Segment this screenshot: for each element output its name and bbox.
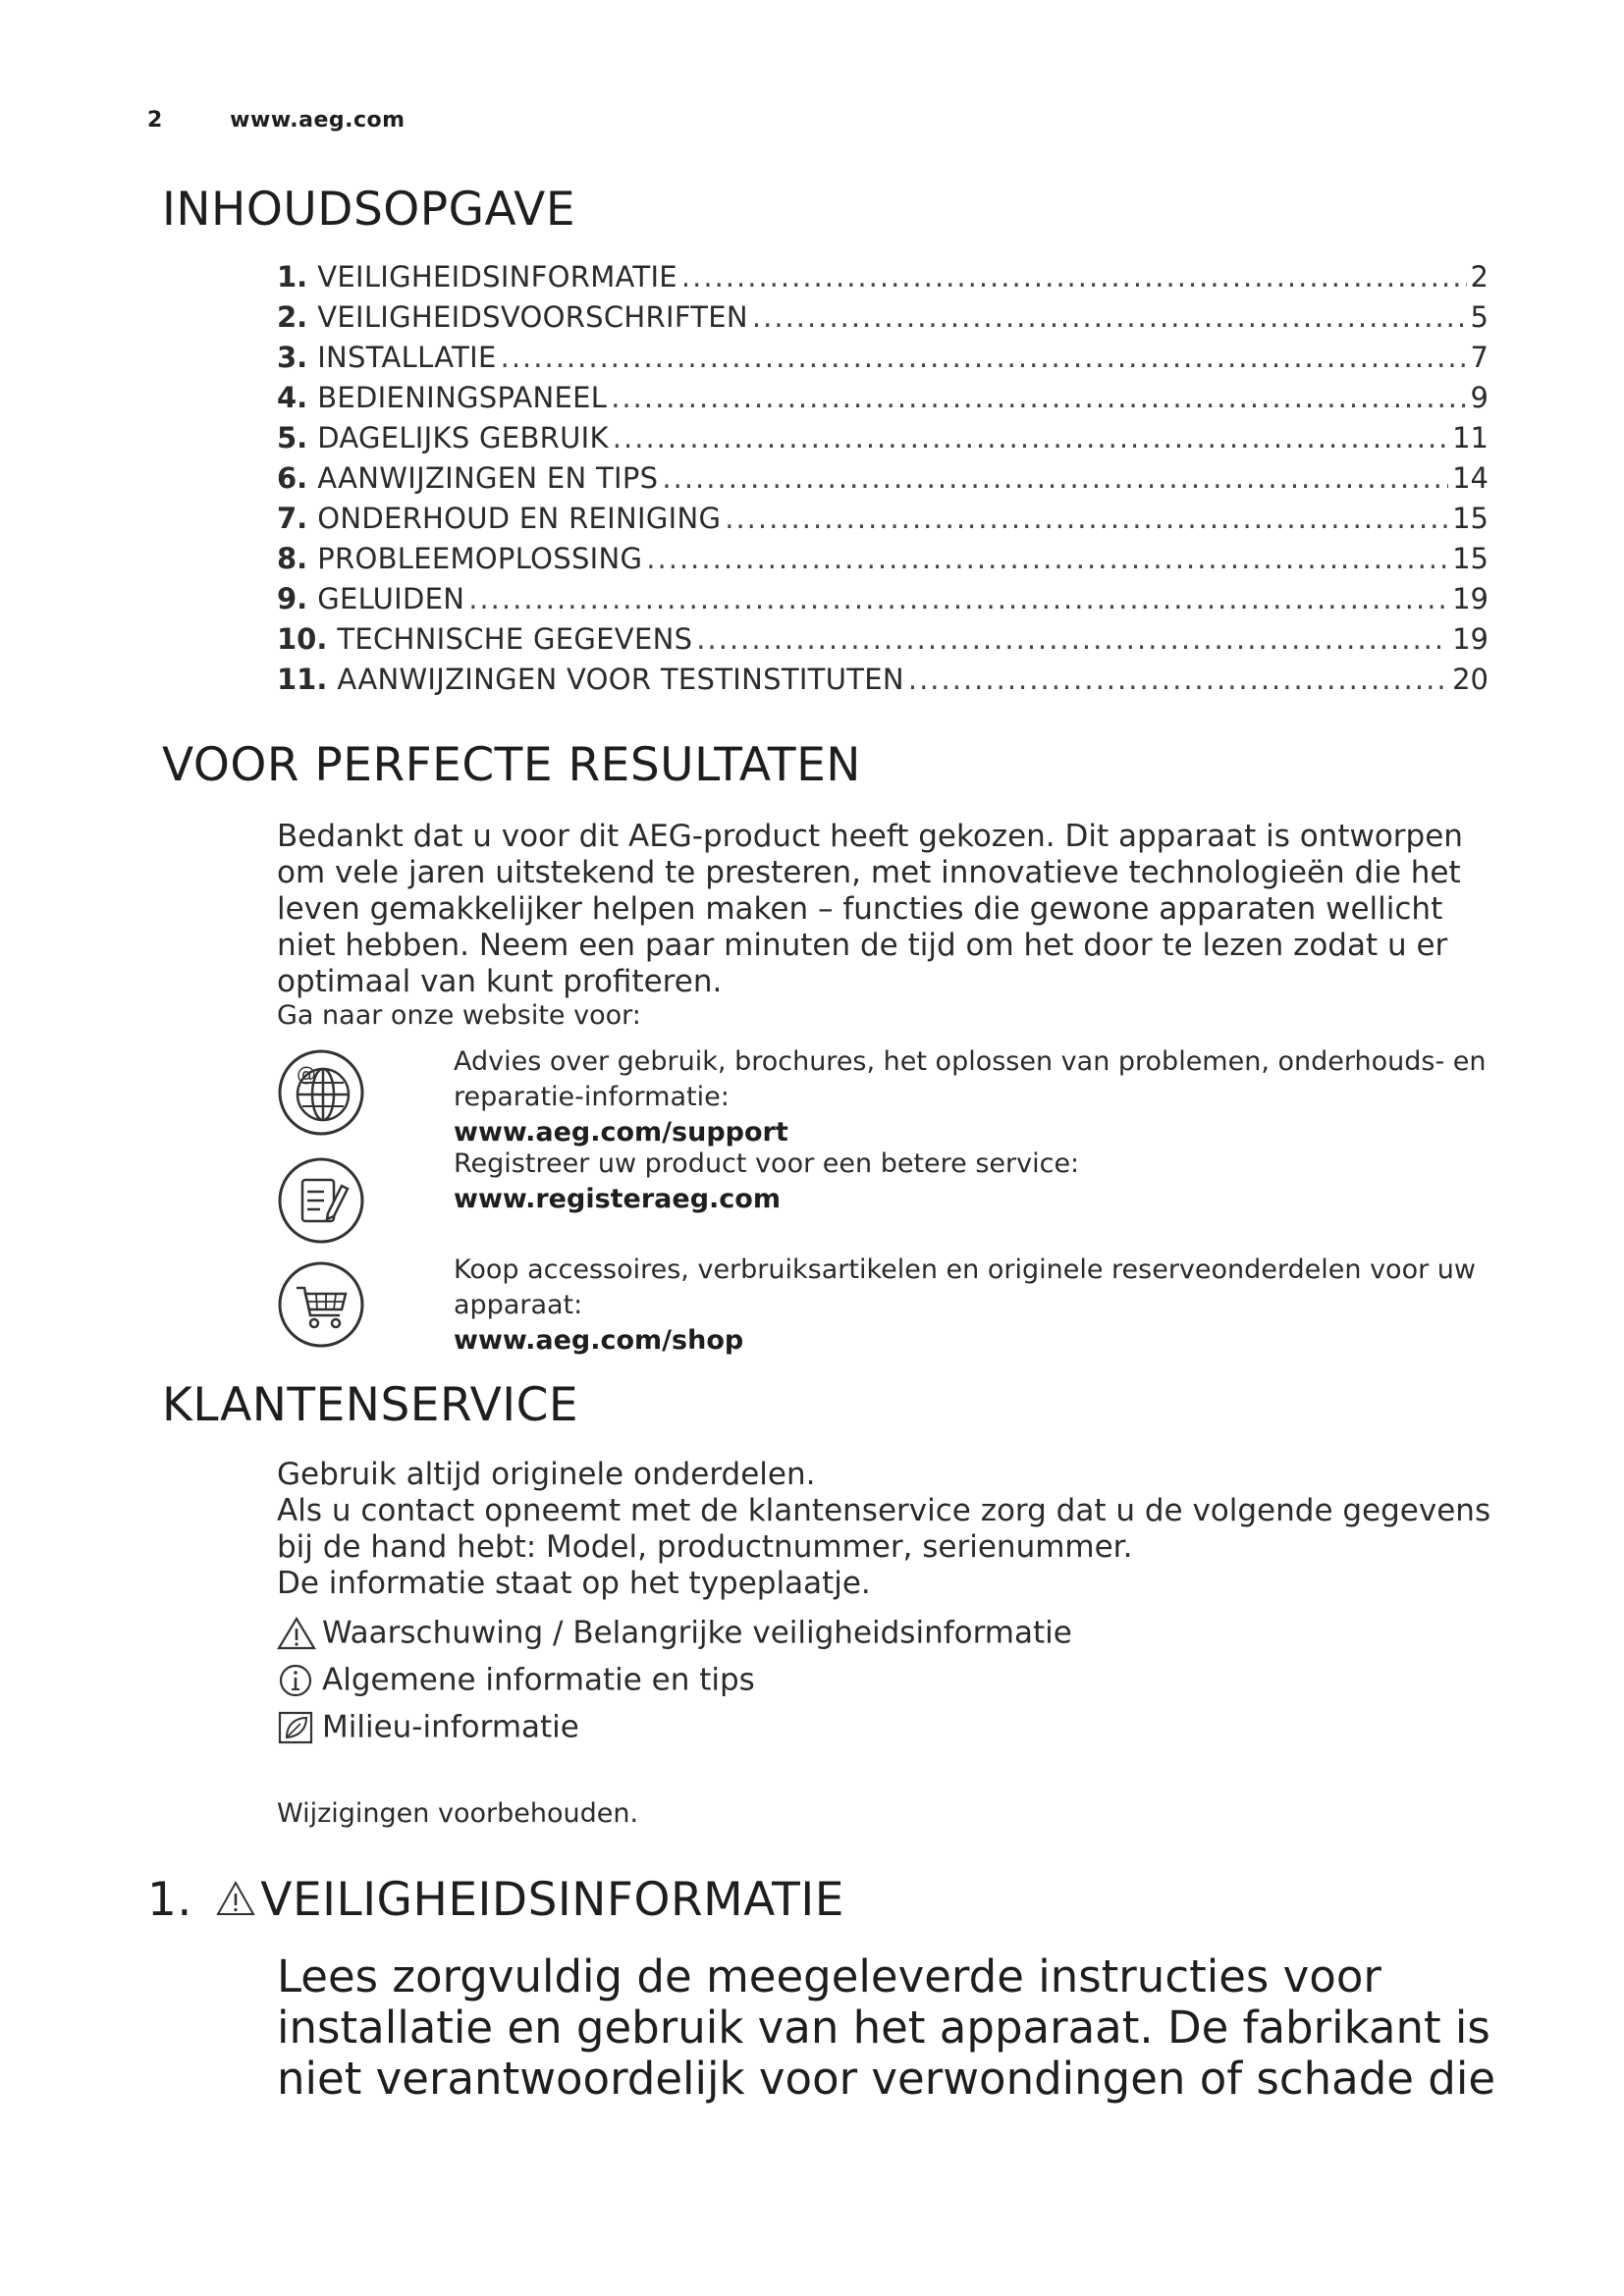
support-text-block <box>454 1044 1494 1150</box>
toc-leader <box>662 458 1448 499</box>
legend-warning <box>277 1614 1259 1651</box>
toc-entry-title: VEILIGHEIDSVOORSCHRIFTEN <box>317 300 748 334</box>
legend-warning-label: Waarschuwing / Belangrijke veiligheidsinformatie <box>322 1615 1072 1651</box>
section-1-heading <box>147 1873 844 1927</box>
legend-environment <box>277 1708 1259 1745</box>
toc-entry-title: DAGELIJKS GEBRUIK <box>317 421 609 454</box>
toc-entry-number: 4. <box>277 381 308 414</box>
toc-leader <box>725 499 1448 539</box>
toc-entry-title: TECHNISCHE GEGEVENS <box>337 622 693 656</box>
globe-icon <box>277 1048 365 1137</box>
support-link[interactable]: www.aeg.com/support <box>454 1117 788 1148</box>
toc-entry[interactable] <box>277 297 1489 338</box>
service-line-3: De informatie staat op het typeplaatje. <box>277 1566 871 1601</box>
toc-leader <box>752 297 1467 338</box>
toc-leader <box>646 539 1448 579</box>
toc-entry-title: GELUIDEN <box>317 582 465 615</box>
toc-entry-number: 5. <box>277 421 308 454</box>
page-number: 2 <box>147 108 163 133</box>
register-text-block <box>454 1147 1494 1217</box>
section-1-text: Lees zorgvuldig de meegeleverde instructies voor installatie en gebruik van het apparaat. De fabrikant is niet verantwoordelijk voor verwondingen of schade die <box>277 1950 1496 2105</box>
toc-entry-number: 6. <box>277 461 308 495</box>
toc-leader <box>696 619 1448 660</box>
legend-info-label: Algemene informatie en tips <box>322 1662 755 1698</box>
toc-entry-number: 1. <box>277 260 308 294</box>
toc-leader <box>611 378 1466 418</box>
toc-entry[interactable] <box>277 660 1489 700</box>
toc-entry[interactable] <box>277 418 1489 458</box>
toc-entry-page: 11 <box>1452 421 1489 454</box>
header-site: www.aeg.com <box>230 108 406 133</box>
toc-entry[interactable] <box>277 619 1489 660</box>
shop-link[interactable]: www.aeg.com/shop <box>454 1325 744 1356</box>
toc-entry-page: 9 <box>1470 381 1489 414</box>
toc-entry-title: AANWIJZINGEN EN TIPS <box>317 461 659 495</box>
info-icon <box>277 1663 316 1698</box>
warning-icon <box>215 1880 256 1917</box>
service-line-1: Gebruik altijd originele onderdelen. <box>277 1457 816 1492</box>
register-link[interactable]: www.registeraeg.com <box>454 1184 781 1214</box>
toc-entry-number: 7. <box>277 502 308 535</box>
service-text <box>277 1457 1504 1602</box>
legend-info <box>277 1661 1259 1698</box>
toc-entry-page: 19 <box>1452 582 1489 615</box>
toc-entry-number: 10. <box>277 622 328 656</box>
toc-entry[interactable] <box>277 458 1489 499</box>
toc-entry-title: VEILIGHEIDSINFORMATIE <box>317 260 677 294</box>
toc-entry-title: INSTALLATIE <box>317 341 497 374</box>
toc-entry-page: 5 <box>1470 300 1489 334</box>
toc-leader <box>468 579 1448 619</box>
toc-leader <box>908 660 1448 700</box>
toc-heading: INHOUDSOPGAVE <box>162 183 576 237</box>
support-text: Advies over gebruik, brochures, het oplossen van problemen, onderhouds- en reparatie-informatie: <box>454 1046 1487 1112</box>
toc-entry-title: AANWIJZINGEN VOOR TESTINSTITUTEN <box>337 663 904 696</box>
svg-text:@: @ <box>297 1062 316 1086</box>
visit-label: Ga naar onze website voor: <box>277 1000 641 1031</box>
toc-entry-page: 14 <box>1452 461 1489 495</box>
table-of-contents <box>277 257 1489 700</box>
toc-entry-page: 2 <box>1470 260 1489 294</box>
shop-text: Koop accessoires, verbruiksartikelen en originele reserveonderdelen voor uw apparaat: <box>454 1255 1476 1320</box>
toc-entry-title: BEDIENINGSPANEEL <box>317 381 608 414</box>
toc-leader <box>501 338 1467 378</box>
cart-icon <box>277 1260 365 1349</box>
toc-entry-number: 2. <box>277 300 308 334</box>
environment-icon <box>277 1710 316 1745</box>
toc-entry-number: 11. <box>277 663 328 696</box>
section-1-number: 1. <box>147 1873 192 1927</box>
results-heading: VOOR PERFECTE RESULTATEN <box>162 738 861 792</box>
toc-entry-page: 7 <box>1470 341 1489 374</box>
toc-entry[interactable] <box>277 338 1489 378</box>
toc-entry-page: 15 <box>1452 542 1489 575</box>
toc-entry-title: ONDERHOUD EN REINIGING <box>317 502 722 535</box>
toc-entry[interactable] <box>277 579 1489 619</box>
toc-entry-number: 9. <box>277 582 308 615</box>
toc-leader <box>681 257 1467 297</box>
toc-entry-page: 20 <box>1452 663 1489 696</box>
intro-paragraph: Bedankt dat u voor dit AEG-product heeft gekozen. Dit apparaat is ontworpen om vele jaren uitstekend te presteren, met innovatieve technologieën die het leven gemakkelijker helpen maken – functies die gewone apparaten wellicht niet hebben. Neem een paar minuten de tijd om het door te lezen zodat u er optimaal van kunt profiteren. <box>277 819 1463 999</box>
toc-entry[interactable] <box>277 257 1489 297</box>
toc-entry[interactable] <box>277 539 1489 579</box>
warning-icon <box>277 1616 316 1651</box>
service-line-2: Als u contact opneemt met de klantenservice zorg dat u de volgende gegevens bij de hand hebt: Model, productnummer, serienummer. <box>277 1493 1491 1565</box>
changes-note: Wijzigingen voorbehouden. <box>277 1798 639 1829</box>
toc-entry[interactable] <box>277 378 1489 418</box>
toc-entry-number: 3. <box>277 341 308 374</box>
legend-environment-label: Milieu-informatie <box>322 1709 579 1745</box>
page-header <box>147 108 406 133</box>
service-heading: KLANTENSERVICE <box>162 1378 579 1432</box>
toc-leader <box>613 418 1448 458</box>
toc-entry[interactable] <box>277 499 1489 539</box>
toc-entry-page: 15 <box>1452 502 1489 535</box>
toc-entry-number: 8. <box>277 542 308 575</box>
toc-entry-title: PROBLEEMOPLOSSING <box>317 542 643 575</box>
register-icon <box>277 1156 365 1245</box>
toc-entry-page: 19 <box>1452 622 1489 656</box>
section-1-title: VEILIGHEIDSINFORMATIE <box>260 1873 844 1927</box>
shop-text-block <box>454 1253 1494 1359</box>
register-text: Registreer uw product voor een betere service: <box>454 1148 1080 1179</box>
